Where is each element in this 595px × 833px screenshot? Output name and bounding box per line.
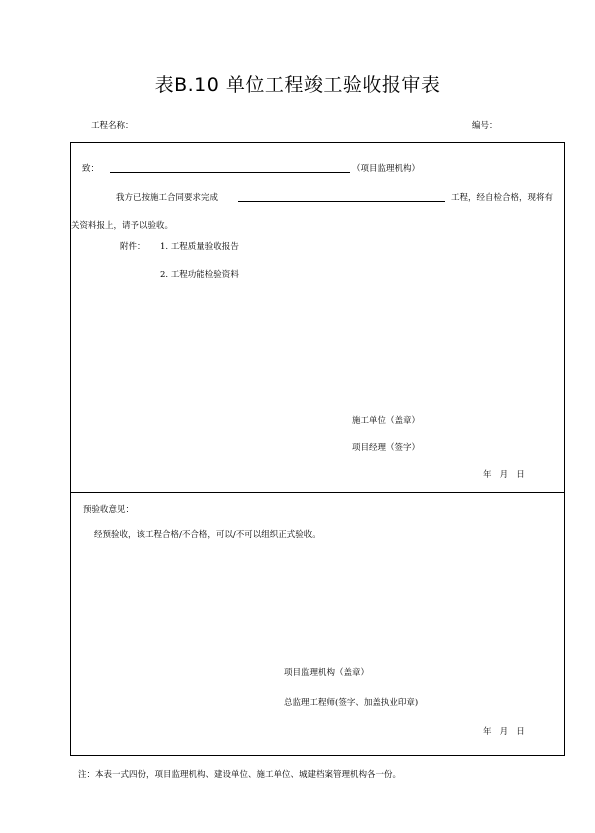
line1-suffix: 工程，经自检合格，现将有 bbox=[451, 193, 554, 203]
upper-date: 年 月 日 bbox=[483, 470, 525, 480]
attachment-2: 2. 工程功能检验资料 bbox=[160, 270, 239, 280]
number-label: 编号： bbox=[472, 121, 498, 131]
line2-text: 关资料报上，请予以验收。 bbox=[71, 221, 174, 231]
supervision-seal: 项目监理机构（盖章） bbox=[284, 668, 370, 678]
line1-prefix: 我方已按施工合同要求完成 bbox=[116, 193, 219, 203]
pre-acceptance-opinion: 经预验收，该工程合格/不合格，可以/不可以组织正式验收。 bbox=[94, 530, 321, 540]
lower-date: 年 月 日 bbox=[483, 727, 525, 737]
to-suffix: （项目监理机构） bbox=[352, 164, 421, 174]
attachment-label: 附件： bbox=[120, 242, 146, 252]
pre-acceptance-heading: 预验收意见： bbox=[83, 505, 135, 515]
to-label: 致： bbox=[82, 164, 100, 174]
page-title: 表B.10 单位工程竣工验收报审表 bbox=[154, 74, 441, 96]
project-manager-signature: 项目经理（签字） bbox=[352, 443, 421, 453]
footnote: 注：本表一式四份，项目监理机构、建设单位、施工单位、城建档案管理机构各一份。 bbox=[78, 770, 402, 780]
contractor-seal: 施工单位（盖章） bbox=[352, 416, 421, 426]
section-divider bbox=[70, 492, 565, 493]
project-field[interactable] bbox=[238, 201, 445, 202]
form-box bbox=[70, 142, 565, 756]
chief-engineer-signature: 总监理工程师(签字、加盖执业印章) bbox=[284, 698, 419, 708]
to-recipient-field[interactable] bbox=[110, 172, 350, 173]
attachment-1: 1. 工程质量验收报告 bbox=[160, 242, 239, 252]
project-name-label: 工程名称： bbox=[91, 121, 134, 131]
